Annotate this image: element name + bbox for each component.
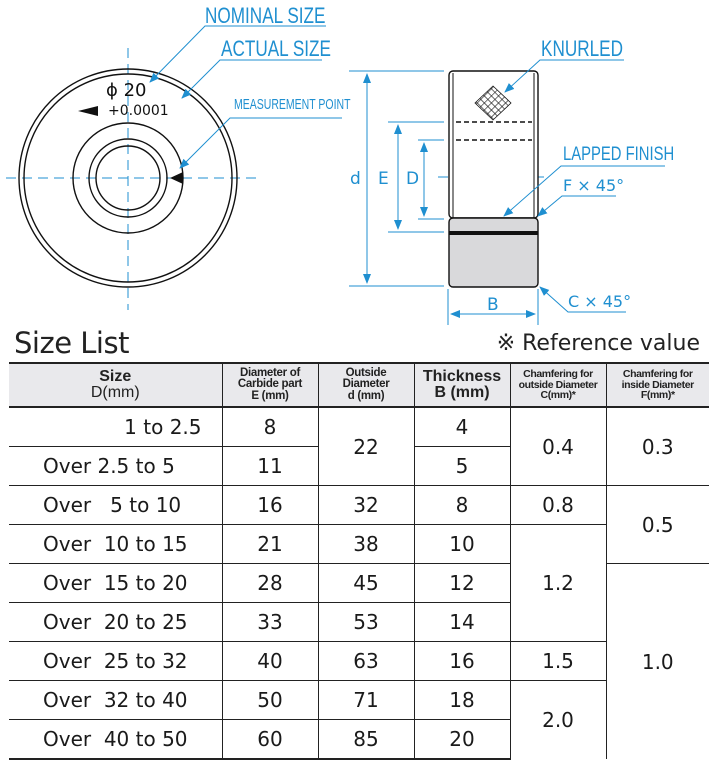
table-row (9, 642, 709, 681)
header-carbide-diameter: Diameter of Carbide part E (mm) (222, 363, 318, 407)
dim-e-label: E (378, 169, 389, 189)
lapped-finish-label: LAPPED FINISH (563, 144, 675, 165)
cell-b: 8 (414, 486, 510, 525)
cell-d: 22 (318, 407, 414, 486)
f-chamfer-label: F × 45° (563, 176, 625, 195)
cell-c: 1.2 (510, 525, 606, 642)
header-outside-diameter: Outside Diameter d (mm) (318, 363, 414, 407)
cell-f: 0.5 (606, 486, 709, 564)
cell-size: Over 40 to 50 (9, 720, 222, 760)
cell-c: 0.4 (510, 407, 606, 486)
cell-d: 45 (318, 564, 414, 603)
cell-e: 8 (222, 407, 318, 447)
cell-size: Over 25 to 32 (9, 642, 222, 681)
cell-d: 32 (318, 486, 414, 525)
cell-b: 5 (414, 447, 510, 486)
cell-size: 1 to 2.5 (9, 407, 222, 447)
header-size: Size D(mm) (9, 363, 222, 407)
knurled-label: KNURLED (541, 36, 624, 61)
header-outside-chamfer: Chamfering for outside Diameter C(mm)* (510, 363, 606, 407)
cell-size: Over 10 to 15 (9, 525, 222, 564)
cell-e: 33 (222, 603, 318, 642)
cell-size: Over 20 to 25 (9, 603, 222, 642)
cell-f: 0.3 (606, 407, 709, 486)
cell-e: 60 (222, 720, 318, 760)
cell-e: 21 (222, 525, 318, 564)
cell-size: Over 32 to 40 (9, 681, 222, 720)
table-row (9, 525, 709, 564)
cell-b: 14 (414, 603, 510, 642)
cell-e: 16 (222, 486, 318, 525)
table-header-row (9, 363, 709, 407)
reference-note: ※ Reference value (496, 331, 700, 356)
cell-d: 85 (318, 720, 414, 760)
cell-d: 53 (318, 603, 414, 642)
table-row (9, 407, 709, 447)
cell-e: 40 (222, 642, 318, 681)
section-title: Size List (14, 326, 129, 360)
cell-e: 11 (222, 447, 318, 486)
measurement-point-label: MEASUREMENT POINT (234, 96, 351, 113)
dim-d-label: d (350, 169, 361, 189)
cell-d: 71 (318, 681, 414, 720)
cell-b: 4 (414, 407, 510, 447)
header-thickness: Thickness B (mm) (414, 363, 510, 407)
cell-e: 50 (222, 681, 318, 720)
cell-f: 1.0 (606, 564, 709, 760)
actual-value: +0.0001 (108, 103, 169, 119)
cell-d: 38 (318, 525, 414, 564)
cell-e: 28 (222, 564, 318, 603)
cell-c: 0.8 (510, 486, 606, 525)
actual-size-label: ACTUAL SIZE (221, 36, 331, 61)
cell-d: 63 (318, 642, 414, 681)
dim-b-label: B (487, 295, 499, 315)
cell-c: 1.5 (510, 642, 606, 681)
table-row (9, 486, 709, 525)
cell-c: 2.0 (510, 681, 606, 760)
cell-size: Over 5 to 10 (9, 486, 222, 525)
cell-b: 16 (414, 642, 510, 681)
cell-b: 12 (414, 564, 510, 603)
size-list-table (9, 362, 709, 760)
cell-b: 18 (414, 681, 510, 720)
nominal-value: ϕ 20 (106, 80, 147, 101)
cell-b: 20 (414, 720, 510, 760)
technical-drawing (0, 0, 716, 330)
header-inside-chamfer: Chamfering for inside Diameter F(mm)* (606, 363, 709, 407)
nominal-size-label: NOMINAL SIZE (205, 3, 326, 28)
cell-size: Over 2.5 to 5 (9, 447, 222, 486)
dim-d-inner-label: D (406, 169, 420, 189)
cell-size: Over 15 to 20 (9, 564, 222, 603)
table-row (9, 681, 709, 720)
cell-b: 10 (414, 525, 510, 564)
c-chamfer-label: C × 45° (568, 292, 632, 311)
